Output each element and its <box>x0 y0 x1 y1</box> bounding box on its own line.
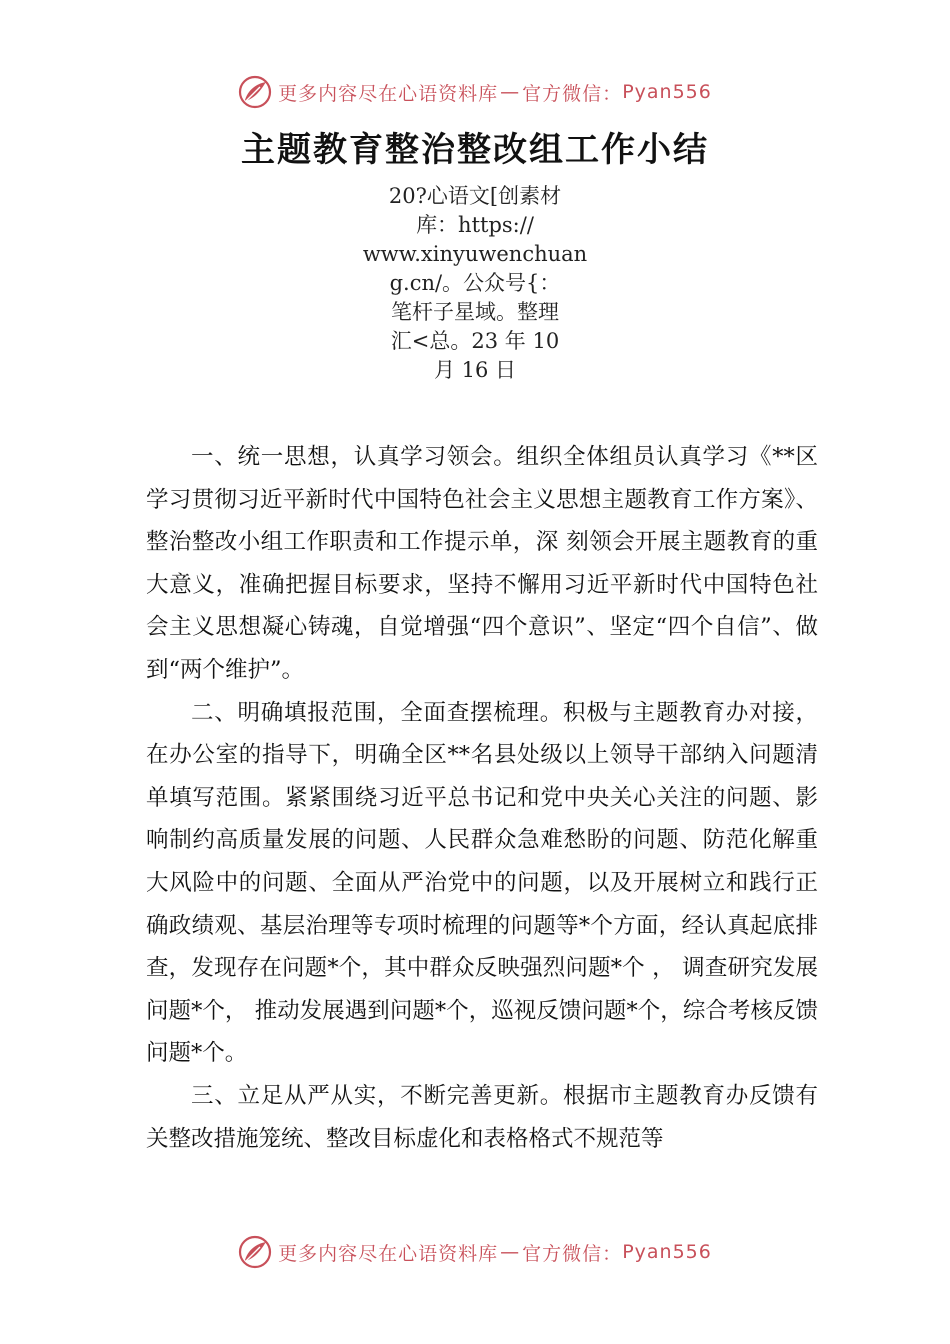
source-note-line: 笔杆子星域。整理 <box>391 300 559 324</box>
banner-wechat-id: Pyan556 <box>622 1241 712 1263</box>
banner-wechat-label: 官方微信： <box>522 82 623 105</box>
source-note <box>345 182 605 385</box>
paragraph-2: 二、明确填报范围，全面查摆梳理。积极与主题教育办对接，在办公室的指导下，明确全区**名县处级以上领导干部纳入问题清单填写范围。紧紧围绕习近平总书记和党中央关心关注的问题、影响制约高质量发展的问题、人民群众急难愁盼的问题、防范化解重大风险中的问题、全面从严治党中的问题，以及开展树立和践行正确政绩观、基层治理等专项时梳理的问题等*个方面，经认真起底排查，发现存在问题*个，其中群众反映强烈问题*个 ， 调查研究发展问题*个， 推动发展遇到问题*个，巡视反馈问题*个，综合考核反馈问题*个。 <box>146 699 818 1067</box>
source-note-line: 库：https:// <box>416 213 534 237</box>
banner-wechat-id: Pyan556 <box>622 81 712 103</box>
header-watermark-banner <box>0 72 950 112</box>
source-note-line: g.cn/。公众号{： <box>389 271 561 295</box>
banner-main-text: 更多内容尽在心语资料库 <box>278 1242 499 1265</box>
paragraph-3: 三、立足从严从实，不断完善更新。根据市主题教育办反馈有关整改措施笼统、整改目标虚化和表格格式不规范等 <box>146 1082 818 1152</box>
banner-wechat-label: 官方微信： <box>522 1242 623 1265</box>
banner-separator: — <box>500 1241 521 1263</box>
banner-separator: — <box>500 81 521 103</box>
source-note-line: 月 16 日 <box>433 358 517 382</box>
banner-main-text: 更多内容尽在心语资料库 <box>278 82 499 105</box>
leaf-logo-icon <box>238 75 272 109</box>
document-title: 主题教育整治整改组工作小结 <box>241 130 709 170</box>
document-body <box>146 436 818 1160</box>
source-note-line: www.xinyuwenchuan <box>362 242 588 266</box>
source-note-line: 汇<总。23 年 10 <box>390 329 560 353</box>
source-note-line: 20?心语文[创素材 <box>388 184 562 208</box>
leaf-logo-icon <box>238 1235 272 1269</box>
footer-watermark-banner <box>0 1232 950 1272</box>
paragraph-1: 一、统一思想，认真学习领会。组织全体组员认真学习《**区学习贯彻习近平新时代中国特色社会主义思想主题教育工作方案》、整治整改小组工作职责和工作提示单，深 刻领会开展主题教育的重大意义，准确把握目标要求，坚持不懈用习近平新时代中国特色社会主义思想凝心铸魂，自觉增强“四个意识”、坚定“四个自信”、做到“两个维护”。 <box>146 444 818 683</box>
